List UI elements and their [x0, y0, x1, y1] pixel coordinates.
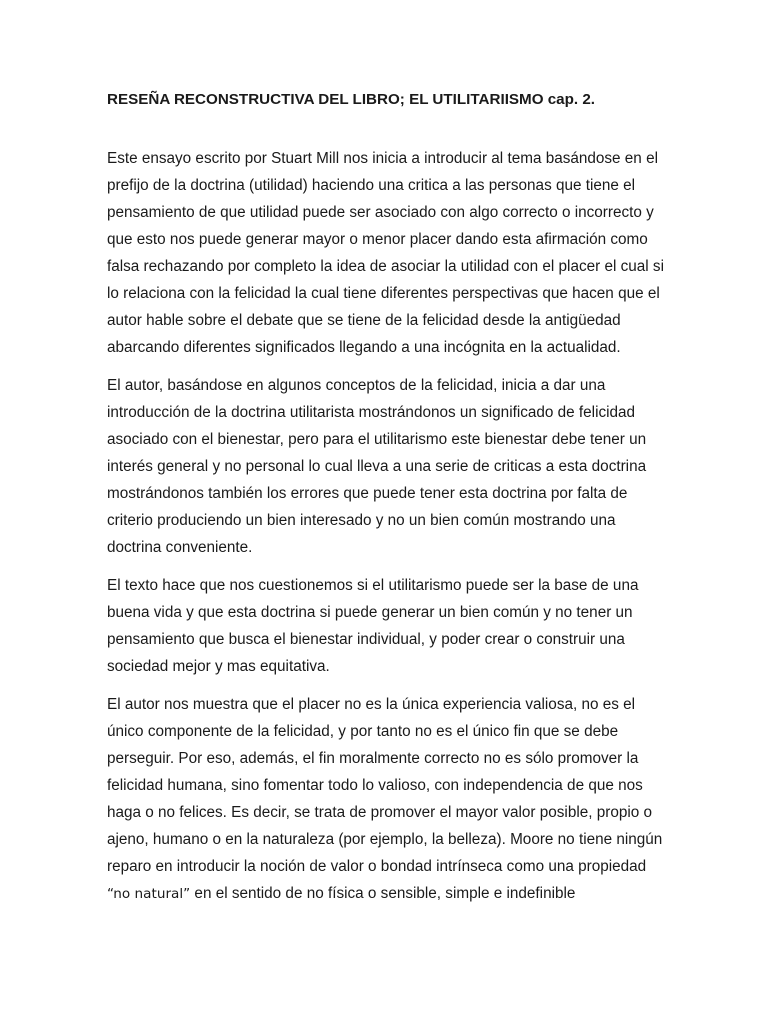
- text-line: perseguir. Por eso, además, el fin moralmente correcto no es sólo promover la: [107, 750, 639, 767]
- paragraph-3: [107, 572, 667, 680]
- text-line: prefijo de la doctrina (utilidad) haciendo una critica a las personas que tiene el: [107, 177, 636, 194]
- text-line: pensamiento que busca el bienestar individual, y poder crear o construir una: [107, 631, 625, 648]
- text-line: criterio produciendo un bien interesado y no un bien común mostrando una: [107, 512, 616, 529]
- text-line: felicidad humana, sino fomentar todo lo valioso, con independencia de que nos: [107, 777, 643, 794]
- quoted-term: “no natural”: [107, 886, 191, 902]
- text-line: interés general y no personal lo cual lleva a una serie de criticas a esta doctrina: [107, 458, 647, 475]
- text-line: introducción de la doctrina utilitarista mostrándonos un significado de felicidad: [107, 404, 636, 421]
- paragraph-4: [107, 691, 667, 908]
- text-line-last: [107, 880, 667, 908]
- text-line: reparo en introducir la noción de valor o bondad intrínseca como una propiedad: [107, 858, 647, 875]
- text-line-rest: en el sentido de no física o sensible, simple e indefinible: [190, 885, 576, 902]
- text-line: Este ensayo escrito por Stuart Mill nos inicia a introducir al tema basándose en el: [107, 150, 658, 167]
- text-line: autor hable sobre el debate que se tiene de la felicidad desde la antigüedad: [107, 312, 621, 329]
- document-title: RESEÑA RECONSTRUCTIVA DEL LIBRO; EL UTILITARIISMO cap. 2.: [107, 91, 595, 108]
- text-line: El autor, basándose en algunos conceptos de la felicidad, inicia a dar una: [107, 377, 606, 394]
- text-line: El texto hace que nos cuestionemos si el utilitarismo puede ser la base de una: [107, 577, 639, 594]
- text-line: doctrina conveniente.: [107, 539, 253, 556]
- paragraph-2: [107, 372, 667, 561]
- text-line: único componente de la felicidad, y por tanto no es el único fin que se debe: [107, 723, 619, 740]
- text-line: mostrándonos también los errores que puede tener esta doctrina por falta de: [107, 485, 628, 502]
- text-line: pensamiento de que utilidad puede ser asociado con algo correcto o incorrecto y: [107, 204, 654, 221]
- text-line: lo relaciona con la felicidad la cual tiene diferentes perspectivas que hacen que el: [107, 285, 660, 302]
- text-line: falsa rechazando por completo la idea de asociar la utilidad con el placer el cual si: [107, 258, 664, 275]
- text-line: haga o no felices. Es decir, se trata de promover el mayor valor posible, propio o: [107, 804, 653, 821]
- text-line: sociedad mejor y mas equitativa.: [107, 658, 330, 675]
- document-body: [107, 89, 667, 908]
- text-line: asociado con el bienestar, pero para el utilitarismo este bienestar debe tener un: [107, 431, 647, 448]
- text-line: El autor nos muestra que el placer no es la única experiencia valiosa, no es el: [107, 696, 636, 713]
- text-line: buena vida y que esta doctrina si puede generar un bien común y no tener un: [107, 604, 633, 621]
- text-line: ajeno, humano o en la naturaleza (por ejemplo, la belleza). Moore no tiene ningún: [107, 831, 663, 848]
- paragraph-1: [107, 145, 667, 361]
- text-line: que esto nos puede generar mayor o menor placer dando esta afirmación como: [107, 231, 648, 248]
- text-line: abarcando diferentes significados llegando a una incógnita en la actualidad.: [107, 339, 621, 356]
